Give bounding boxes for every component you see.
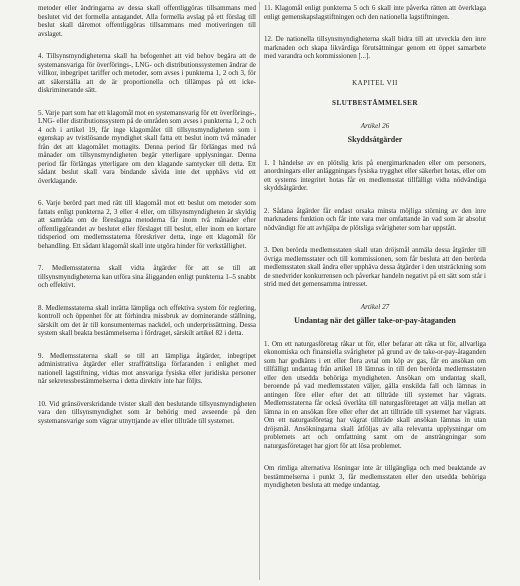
article-27-title: Undantag när det gäller take-or-pay-åtaganden xyxy=(294,316,456,325)
article-27-paragraph-2: Om rimliga alternativa lösningar inte är tillgängliga och med beaktande av bestämmelserna i punkt 3, får medlemsstaten eller den utsedda behöriga myndigheten besluta att medge undantag. xyxy=(264,464,486,489)
paragraph-8: 8. Medlemsstaterna skall inrätta lämpliga och effektiva system för reglering, kontroll och öppenhet för att förhindra missbruk av dominerande ställning, särskilt om det är till konsumenternas nackdel, och underprissättning. Dessa system skall beakta bestämmelserna i fördraget, särskilt artikel 82 i detta. xyxy=(38,303,256,337)
paragraph-9: 9. Medlemsstaterna skall se till att lämpliga åtgärder, inbegripet administrativa åtgärder eller straffrättsliga förfaranden i enlighet med nationell lagstiftning, vidtas mot ansvariga fysiska eller juridiska personer när sekretessbestämmelserna i detta direktiv inte har följts. xyxy=(38,351,256,385)
paragraph-continuation: metoder eller ändringarna av dessa skall offentliggöras tillsammans med beslutet vid det formella antagandet. Alla formella avslag på ett förslag till beslut skall däremot offentliggöras tillsammans med motiveringen till avslaget. xyxy=(38,4,256,38)
chapter-title: SLUTBESTÄMMELSER xyxy=(332,99,418,107)
article-27-number: Artikel 27 xyxy=(360,302,390,311)
paragraph-6: 6. Varje berörd part med rätt till klagomål mot ett beslut om metoder som fattats enligt punkterna 2, 3 eller 4 eller, om tillsynsmyndigheten är skyldig att samråda om de föreslagna metoderna får inom två månader efter offentliggörandet av beslutet eller förslaget till beslut, eller inom en kortare tidsperiod om medlemsstaterna föreskriver detta, inge ett klagomål för behandling. Ett sådant klagomål skall inte utgöra hinder för verkställighet. xyxy=(38,199,256,250)
article-26-paragraph-1: 1. I händelse av en plötslig kris på energimarknaden eller om personers, anordningars eller anläggningars fysiska trygghet eller säkerhet hotas, eller om ett systems integritet hotas får en medlemsstat tillfälligt vidta nödvändiga skyddsåtgärder. xyxy=(264,158,486,192)
paragraph-7: 7. Medlemsstaterna skall vidta åtgärder för att se till att tillsynsmyndigheterna kan utföra sina åligganden enligt punkterna 1–5 snabbt och effektivt. xyxy=(38,264,256,289)
article-26-paragraph-2: 2. Sådana åtgärder får endast orsaka minsta möjliga störning av den inre marknadens funktion och får inte vara mer omfattande än vad som är absolut nödvändigt för att avhjälpa de plötsliga svårigheter som har uppstått. xyxy=(264,206,486,232)
paragraph-12: 12. De nationella tillsynsmyndigheterna skall bidra till att utveckla den inre marknaden och skapa likvärdiga förutsättningar genom ett öppet samarbete med varandra och kommissionen [...]. xyxy=(264,35,486,60)
paragraph-4: 4. Tillsynsmyndigheterna skall ha befogenhet att vid behov begära att de systemansvariga för överförings-, LNG- och distributionssystemen ändrar de villkor, inbegripet tariffer och metoder, som avses i punkterna 1, 2 och 3, för att säkerställa att de är proportionella och tillämpas på ett icke-diskriminerande sätt. xyxy=(38,52,256,94)
paragraph-5: 5. Varje part som har ett klagomål mot en systemansvarig för ett överförings-, LNG- eller distributionssystem på de områden som avses i punkterna 1, 2 och 4 och i artikel 19, får inge klagomålet till tillsynsmyndigheten som i egenskap av tvistlösande myndighet skall fatta ett beslut inom två månader från det att klagomålet mottagits. Denna period får förlängas med två månader om tillsynsmyndigheten begär ytterligare upplysningar. Denna period får förlängas ytterligare om den klagande samtycker till detta. Ett sådant beslut skall vara bindande såvida inte det upphävs vid ett överklagande. xyxy=(38,108,256,185)
left-column xyxy=(38,4,256,580)
article-26-number: Artikel 26 xyxy=(360,121,390,130)
paragraph-10: 10. Vid gränsöverskridande tvister skall den beslutande tillsynsmyndigheten vara den tillsynsmyndighet som är behörig med avseende på den systemansvarige som vägrar utnyttjande av eller tillträde till systemet. xyxy=(38,399,256,425)
chapter-label: KAPITEL VII xyxy=(352,78,398,87)
article-26-paragraph-3: 3. Den berörda medlemsstaten skall utan dröjsmål anmäla dessa åtgärder till övriga medlemsstater och till kommissionen, som får besluta att den berörda medlemsstaten skall ändra eller upphäva dessa åtgärder i den utsträckning som de snedvrider konkurrensen och påverkar handeln negativt på ett sätt som står i strid med det gemensamma intresset. xyxy=(264,246,486,288)
article-27-paragraph-1: 1. Om ett naturgasföretag råkar ut för, eller befarar att råka ut för, allvarliga ekonomiska och finansiella svårigheter på grund av de take-or-pay-åtaganden som har godkänts i ett eller flera avtal om köp av gas, får en ansökan om tillfälligt undantag från artikel 18 lämnas in till den berörda medlemsstaten eller den utsedda behöriga myndigheten. Ansökan om undantag skall, beroende på vad medlemsstaten väljer, gälla enskilda fall och lämnas in antingen före eller efter det att tillträde till systemet har vägrats. Medlemsstaterna får också överlåta till naturgasföretaget att välja mellan att lämna in en ansökan före eller efter det att tillträde till systemet har vägrats. Om ett naturgasföretag har vägrat tillträde skall ansökan lämnas in utan dröjsmål. Ansökningarna skall åtföljas av alla relevanta upplysningar om problemets art och omfattning samt om de ansträngningar som naturgasföretaget har gjort för att lösa problemet. xyxy=(264,339,486,450)
paragraph-11: 11. Klagomål enligt punkterna 5 och 6 skall inte påverka rätten att överklaga enligt gemenskapslagstiftningen och den nationella lagstiftningen. xyxy=(264,4,486,21)
column-divider xyxy=(259,2,260,580)
right-column xyxy=(264,4,486,580)
article-26-title: Skyddsåtgärder xyxy=(347,135,403,144)
